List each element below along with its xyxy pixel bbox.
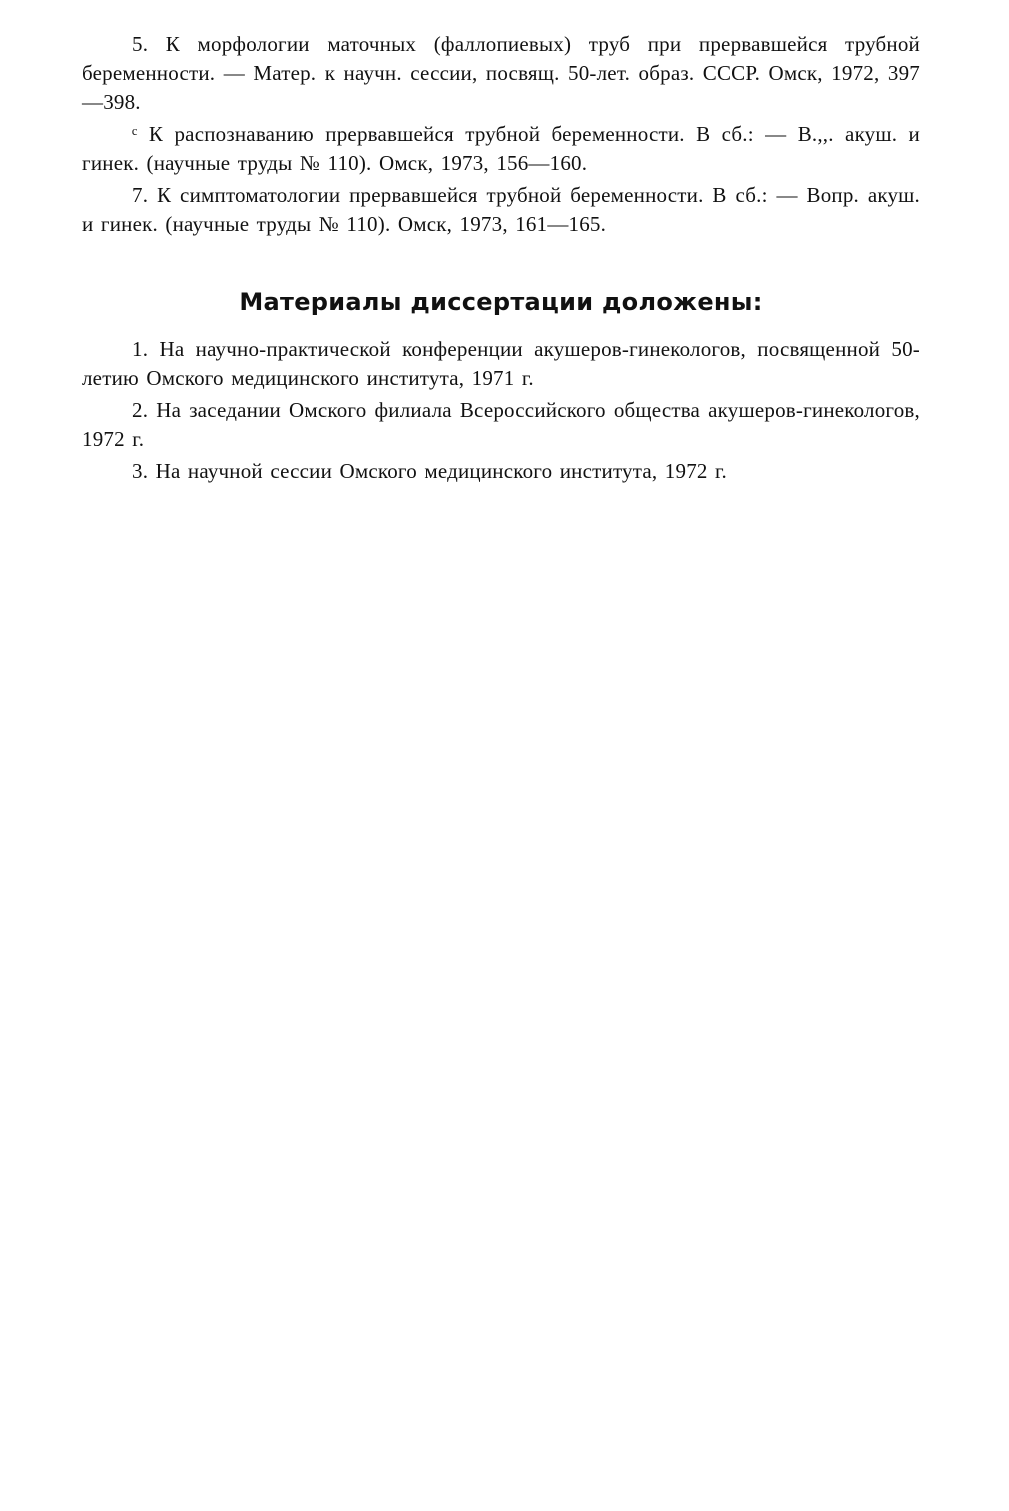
reference-item-7: 7. К симптоматологии прервавшейся трубной беременности. В сб.: — Вопр. акуш. и гинек. (научные труды № 110). Омск, 1973, 161—165. xyxy=(82,183,920,236)
reference-item-5: 5. К морфологии маточных (фаллопиевых) труб при прервавшейся трубной беременности. — Матер. к научн. сессии, посвящ. 50-лет. образ. СССР. Омск, 1972, 397—398. xyxy=(82,32,920,114)
report-item-3: 3. На научной сессии Омского медицинского института, 1972 г. xyxy=(132,459,727,483)
document-page xyxy=(82,30,920,486)
section-title: Материалы диссертации доложены: xyxy=(239,288,763,316)
report-item-1: 1. На научно-практической конференции акушеров-гинекологов, посвященной 50-летию Омского медицинского института, 1971 г. xyxy=(82,337,920,390)
reference-list xyxy=(82,30,920,239)
reference-item-6: ᶜ К распознаванию прервавшейся трубной беременности. В сб.: — В.,,. акуш. и гинек. (научные труды № 110). Омск, 1973, 156—160. xyxy=(82,122,920,175)
report-item-2: 2. На заседании Омского филиала Всероссийского общества акушеров-гинекологов, 1972 г. xyxy=(82,398,920,451)
report-list xyxy=(82,335,920,486)
